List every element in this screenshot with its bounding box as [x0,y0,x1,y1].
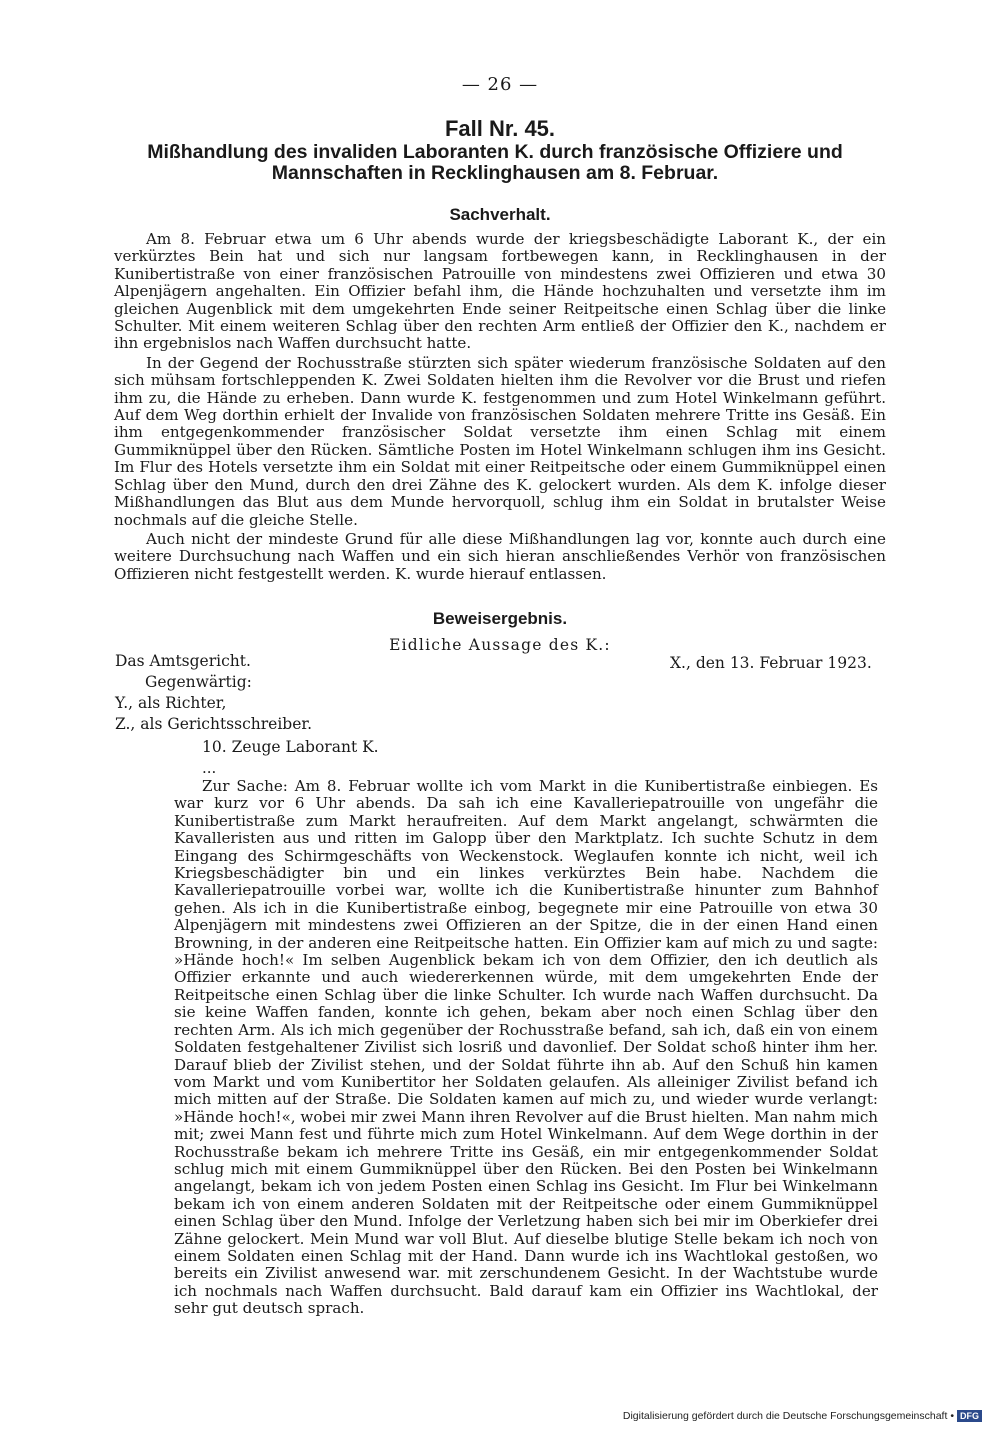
facts-heading: Sachverhalt. [449,205,551,224]
clerk-line: Z., als Gerichtsschreiber. [115,715,313,733]
facts-body [114,231,886,585]
testimony-text: Zur Sache: Am 8. Februar wollte ich vom Markt in die Kunibertistraße einbiegen. Es war kurz vor 6 Uhr abends. Da sah ich eine Kavalleriepatrouille von ungefähr die Kunibertistraße zum Markt heraufreiten. Auf dem Markt angelangt, schwärmten die Kavalleristen aus und ritten im Galopp über den Marktplatz. Ich suchte Schutz in dem Eingang des Schirmgeschäfts von Weckenstock. Weglaufen konnte ich nicht, weil ich Kriegsbeschädigter bin und ein linkes verkürztes Bein habe. Nachdem die Kavalleriepatrouille vorbei war, wollte ich die Kunibertistraße hinunter zum Bahnhof gehen. Als ich in die Kunibertistraße einbog, begegnete mir eine Patrouille von etwa 30 Alpenjägern mit mindestens zwei Offizieren an der Spitze, die in der einen Hand einen Browning, in der anderen eine Reitpeitsche hatten. Ein Offizier kam auf mich zu und sagte: »Hände hoch!« Im selben Augenblick bekam ich von dem Offizier, den ich deutlich als Offizier erkannte und auch wiedererkennen würde, mit dem umgekehrten Ende der Reitpeitsche einen Schlag über die linke Schulter. Ich wurde nach Waffen durchsucht. Da sie keine Waffen fanden, konnte ich gehen, bekam aber noch einen Schlag über den rechten Arm. Als ich mich gegenüber der Rochusstraße befand, sah ich, daß ein von einem Soldaten festgehaltener Zivilist sich losriß und davonlief. Der Soldat schoß hinter ihm her. Darauf blieb der Zivilist stehen, und der Soldat führte ihn ab. Auf den Schuß hin kamen vom Markt und vom Kunibertitor her Soldaten gelaufen. Als alleiniger Zivilist befand ich mich mitten auf der Straße. Die Soldaten kamen auf mich zu, und wieder wurde verlangt: »Hände hoch!«, wobei mir zwei Mann ihren Revolver auf die Brust hielten. Man nahm mich mit; zwei Mann fest und führte mich zum Hotel Winkelmann. Auf dem Wege dorthin in der Rochusstraße bekam ich mehrere Tritte ins Gesäß, ein mir entgegenkommender Soldat schlug mich mit einem Gummiknüppel über den Rücken. Bei den Posten bei Winkelmann angelangt, bekam ich von jedem Posten einen Schlag ins Gesicht. Im Flur bei Winkelmann bekam ich von einem anderen Soldaten mit der Reitpeitsche oder einem Gummiknüppel einen Schlag über den Mund. Infolge der Verletzung haben sich bei mir im Oberkiefer drei Zähne gelockert. Mein Mund war voll Blut. Auf dieselbe blutige Stelle bekam ich noch von einem Soldaten einen Schlag mit der Hand. Dann wurde ich ins Wachtlokal gestoßen, wo bereits ein Zivilist anwesend war. mit zerschundenem Gesicht. In der Wachtstube wurde ich nochmals nach Waffen durchsucht. Bald darauf kam ein Offizier ins Wachtlokal, der sehr gut deutsch sprach. [174,777,878,1318]
facts-paragraph: Auch nicht der mindeste Grund für alle diese Mißhandlungen lag vor, konnte auch durch eine weitere Durchsuchung nach Waffen und ein sich hieran anschließendes Verhör von französischen Offizieren nicht festgestellt werden. K. wurde hierauf entlassen. [114,529,886,583]
footer [560,1410,982,1422]
omission-mark: ... [202,759,217,777]
date-line: X., den 13. Februar 1923. [670,654,872,672]
court-block [115,651,415,735]
court-name: Das Amtsgericht. [115,652,251,670]
judge-line: Y., als Richter, [115,694,227,712]
case-title: Fall Nr. 45. [444,116,556,141]
evidence-heading: Beweisergebnis. [432,609,568,628]
facts-paragraph: Am 8. Februar etwa um 6 Uhr abends wurde der kriegsbeschädigte Laborant K., der ein verkürztes Bein hat und sich nur langsam fortbewegen kann, in Recklinghausen in der Kunibertistraße von einer französischen Patrouille von mindestens zwei Offizieren und etwa 30 Alpenjägern angehalten. Ein Offizier befahl ihm, die Hände hochzuhalten und versetzte ihm im gleichen Augenblick mit dem umgekehrten Ende seiner Reitpeitsche einen Schlag über die linke Schulter. Mit einem weiteren Schlag über den rechten Arm entließ der Offizier den K., nachdem er ihn ergebnislos nach Waffen durchsucht hatte. [114,230,886,353]
facts-paragraph: In der Gegend der Rochusstraße stürzten sich später wiederum französische Soldaten auf den sich mühsam fortschleppenden K. Zwei Soldaten hielten ihm die Revolver vor die Brust und riefen ihm zu, die Hände zu erheben. Dann wurde K. festgenommen und zum Hotel Winkelmann geführt. Auf dem Weg dorthin erhielt der Invalide von französischen Soldaten mehrere Tritte ins Gesäß. Ein ihm entgegenkommender französischer Soldat versetzte ihm einen Schlag mit einem Gummiknüppel über den Rücken. Sämtliche Posten im Hotel Winkelmann schlugen ihm ins Gesicht. Im Flur des Hotels versetzte ihm ein Soldat mit einer Reitpeitsche oder einem Gummiknüppel einen Schlag über den Mund, durch den drei Zähne des K. gelockert wurden. Als dem K. infolge dieser Mißhandlungen das Blut aus dem Munde hervorquoll, schlug ihm ein Soldat in brutalster Weise nochmals auf die gleiche Stelle. [114,353,886,529]
footer-text: Digitalisierung gefördert durch die Deutsche Forschungsgemeinschaft • [622,1410,954,1422]
present-label: Gegenwärtig: [145,673,252,691]
case-subtitle: Mißhandlung des invaliden Laboranten K. durch französische Offiziere und Mannschaften in Recklinghausen am 8. Februar. [147,141,843,184]
oath-title: Eidliche Aussage des K.: [389,636,611,654]
page-number: — 26 — [461,74,539,95]
dfg-logo: DFG [957,1410,982,1422]
witness-line: 10. Zeuge Laborant K. [202,738,379,756]
